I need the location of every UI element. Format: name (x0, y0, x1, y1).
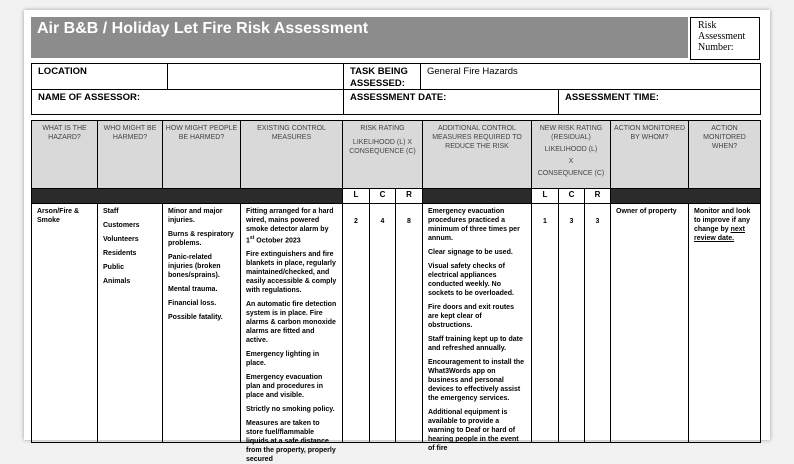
additional-item: Additional equipment is available to provide a warning to Deaf or hard of hearing people in the event of fire (428, 409, 519, 452)
column-header-additional: ADDITIONAL CONTROL MEASURES REQUIRED TO REDUCE THE RISK (422, 120, 532, 189)
document-title: Air B&B / Holiday Let Fire Risk Assessment (31, 17, 688, 58)
control-item: Emergency evacuation plan and procedures in place and visible. (246, 374, 324, 400)
additional-item: Encouragement to install the What3Words app on business and personal devices to effectively assist the emergency services. (428, 359, 525, 402)
control-item-sup: st (249, 235, 255, 241)
who-item: Volunteers (103, 236, 139, 243)
how-cell[interactable] (162, 203, 241, 443)
control-item: Emergency lighting in place. (246, 351, 320, 368)
how-item: Panic-related injuries (broken bones/sprains). (168, 254, 221, 279)
next-review-date-link[interactable]: next review date. (694, 226, 745, 242)
monitored-when-text: Monitor and look to improve if any change by (694, 208, 751, 233)
control-item-text: Fitting arranged for a hard wired, mains powered smoke detector alarm by 1 (246, 208, 334, 245)
column-header-controls: EXISTING CONTROL MEASURES (240, 120, 343, 189)
new-rating-sub-likelihood: LIKELIHOOD (L) (544, 146, 598, 153)
new-r-header: R (584, 188, 611, 204)
control-item (246, 207, 337, 245)
control-item: An automatic fire detection system is in place. Fire alarms & carbon monoxide alarms are fitted and active. (246, 301, 337, 345)
control-item-text-end: October 2023 (254, 237, 301, 245)
control-item: Fire extinguishers and fire blankets in place, regularly maintained/checked, and easily accessible & comply with regulations. (246, 251, 337, 295)
column-header-how: HOW MIGHT PEOPLE BE HARMED? (162, 120, 241, 189)
additional-item: Emergency evacuation procedures practiced a minimum of three times per annum. (428, 208, 520, 242)
location-field[interactable] (167, 63, 344, 90)
controls-cell[interactable] (240, 203, 343, 464)
location-label: LOCATION (31, 63, 168, 90)
additional-item: Clear signage to be used. (428, 249, 513, 256)
column-header-who: WHO MIGHT BE HARMED? (97, 120, 163, 189)
risk-l-header: L (342, 188, 370, 204)
how-item: Financial loss. (168, 300, 217, 307)
monitored-by-cell[interactable]: Owner of property (610, 203, 689, 443)
who-item: Customers (103, 222, 140, 229)
header-band-left (31, 188, 343, 204)
risk-assessment-number-box[interactable]: Risk Assessment Number: (690, 17, 760, 60)
new-rating-title: NEW RISK RATING (RESIDUAL) (539, 125, 603, 141)
how-item: Possible fatality. (168, 314, 223, 321)
new-c-value[interactable]: 3 (558, 203, 585, 443)
risk-r-header: R (395, 188, 423, 204)
risk-rating-subtitle: LIKELIHOOD (L) X CONSEQUENCE (C) (349, 139, 416, 155)
column-header-hazard: WHAT IS THE HAZARD? (31, 120, 98, 189)
header-band-middle (422, 188, 532, 204)
new-rating-sub-x: X (568, 158, 574, 165)
column-header-monitored-when: ACTION MONITORED WHEN? (688, 120, 761, 189)
additional-item: Fire doors and exit routes are kept clear of obstructions. (428, 304, 514, 329)
new-l-value[interactable]: 1 (531, 203, 559, 443)
risk-r-value[interactable]: 8 (395, 203, 423, 443)
column-header-new-rating (531, 120, 611, 189)
control-item: Measures are taken to store fuel/flammable liquids at a safe distance from the property, properly secured (246, 420, 336, 464)
risk-c-header: C (369, 188, 396, 204)
who-item: Residents (103, 250, 137, 257)
monitored-when-cell[interactable] (688, 203, 761, 443)
additional-item: Staff training kept up to date and refreshed annually. (428, 336, 523, 352)
how-item: Burns & respiratory problems. (168, 231, 234, 247)
additional-item: Visual safety checks of electrical appliances conducted weekly. No sockets to be overloaded. (428, 263, 514, 297)
hazard-cell[interactable]: Arson/Fire & Smoke (31, 203, 98, 443)
who-cell[interactable] (97, 203, 163, 443)
additional-cell[interactable] (422, 203, 532, 452)
assessor-label[interactable]: NAME OF ASSESSOR: (31, 89, 344, 115)
who-item: Staff (103, 208, 119, 215)
who-item: Animals (103, 278, 131, 285)
how-item: Minor and major injuries. (168, 208, 223, 224)
header-band-right (610, 188, 761, 204)
new-l-header: L (531, 188, 559, 204)
risk-rating-title: RISK RATING (360, 125, 405, 132)
document-page (24, 10, 770, 464)
column-header-risk-rating (342, 120, 423, 189)
new-r-value[interactable]: 3 (584, 203, 611, 443)
new-c-header: C (558, 188, 585, 204)
assessment-time-label[interactable]: ASSESSMENT TIME: (558, 89, 761, 115)
assessment-date-label[interactable]: ASSESSMENT DATE: (343, 89, 559, 115)
task-label: TASK BEING ASSESSED: (343, 63, 421, 90)
who-item: Public (103, 264, 125, 271)
column-header-monitored-by: ACTION MONITORED BY WHOM? (610, 120, 689, 189)
risk-l-value[interactable]: 2 (342, 203, 370, 443)
risk-c-value[interactable]: 4 (369, 203, 396, 443)
control-item: Strictly no smoking policy. (246, 406, 335, 414)
new-rating-sub-consequence: CONSEQUENCE (C) (537, 170, 605, 177)
how-item: Mental trauma. (168, 286, 218, 293)
task-value[interactable]: General Fire Hazards (420, 63, 761, 90)
